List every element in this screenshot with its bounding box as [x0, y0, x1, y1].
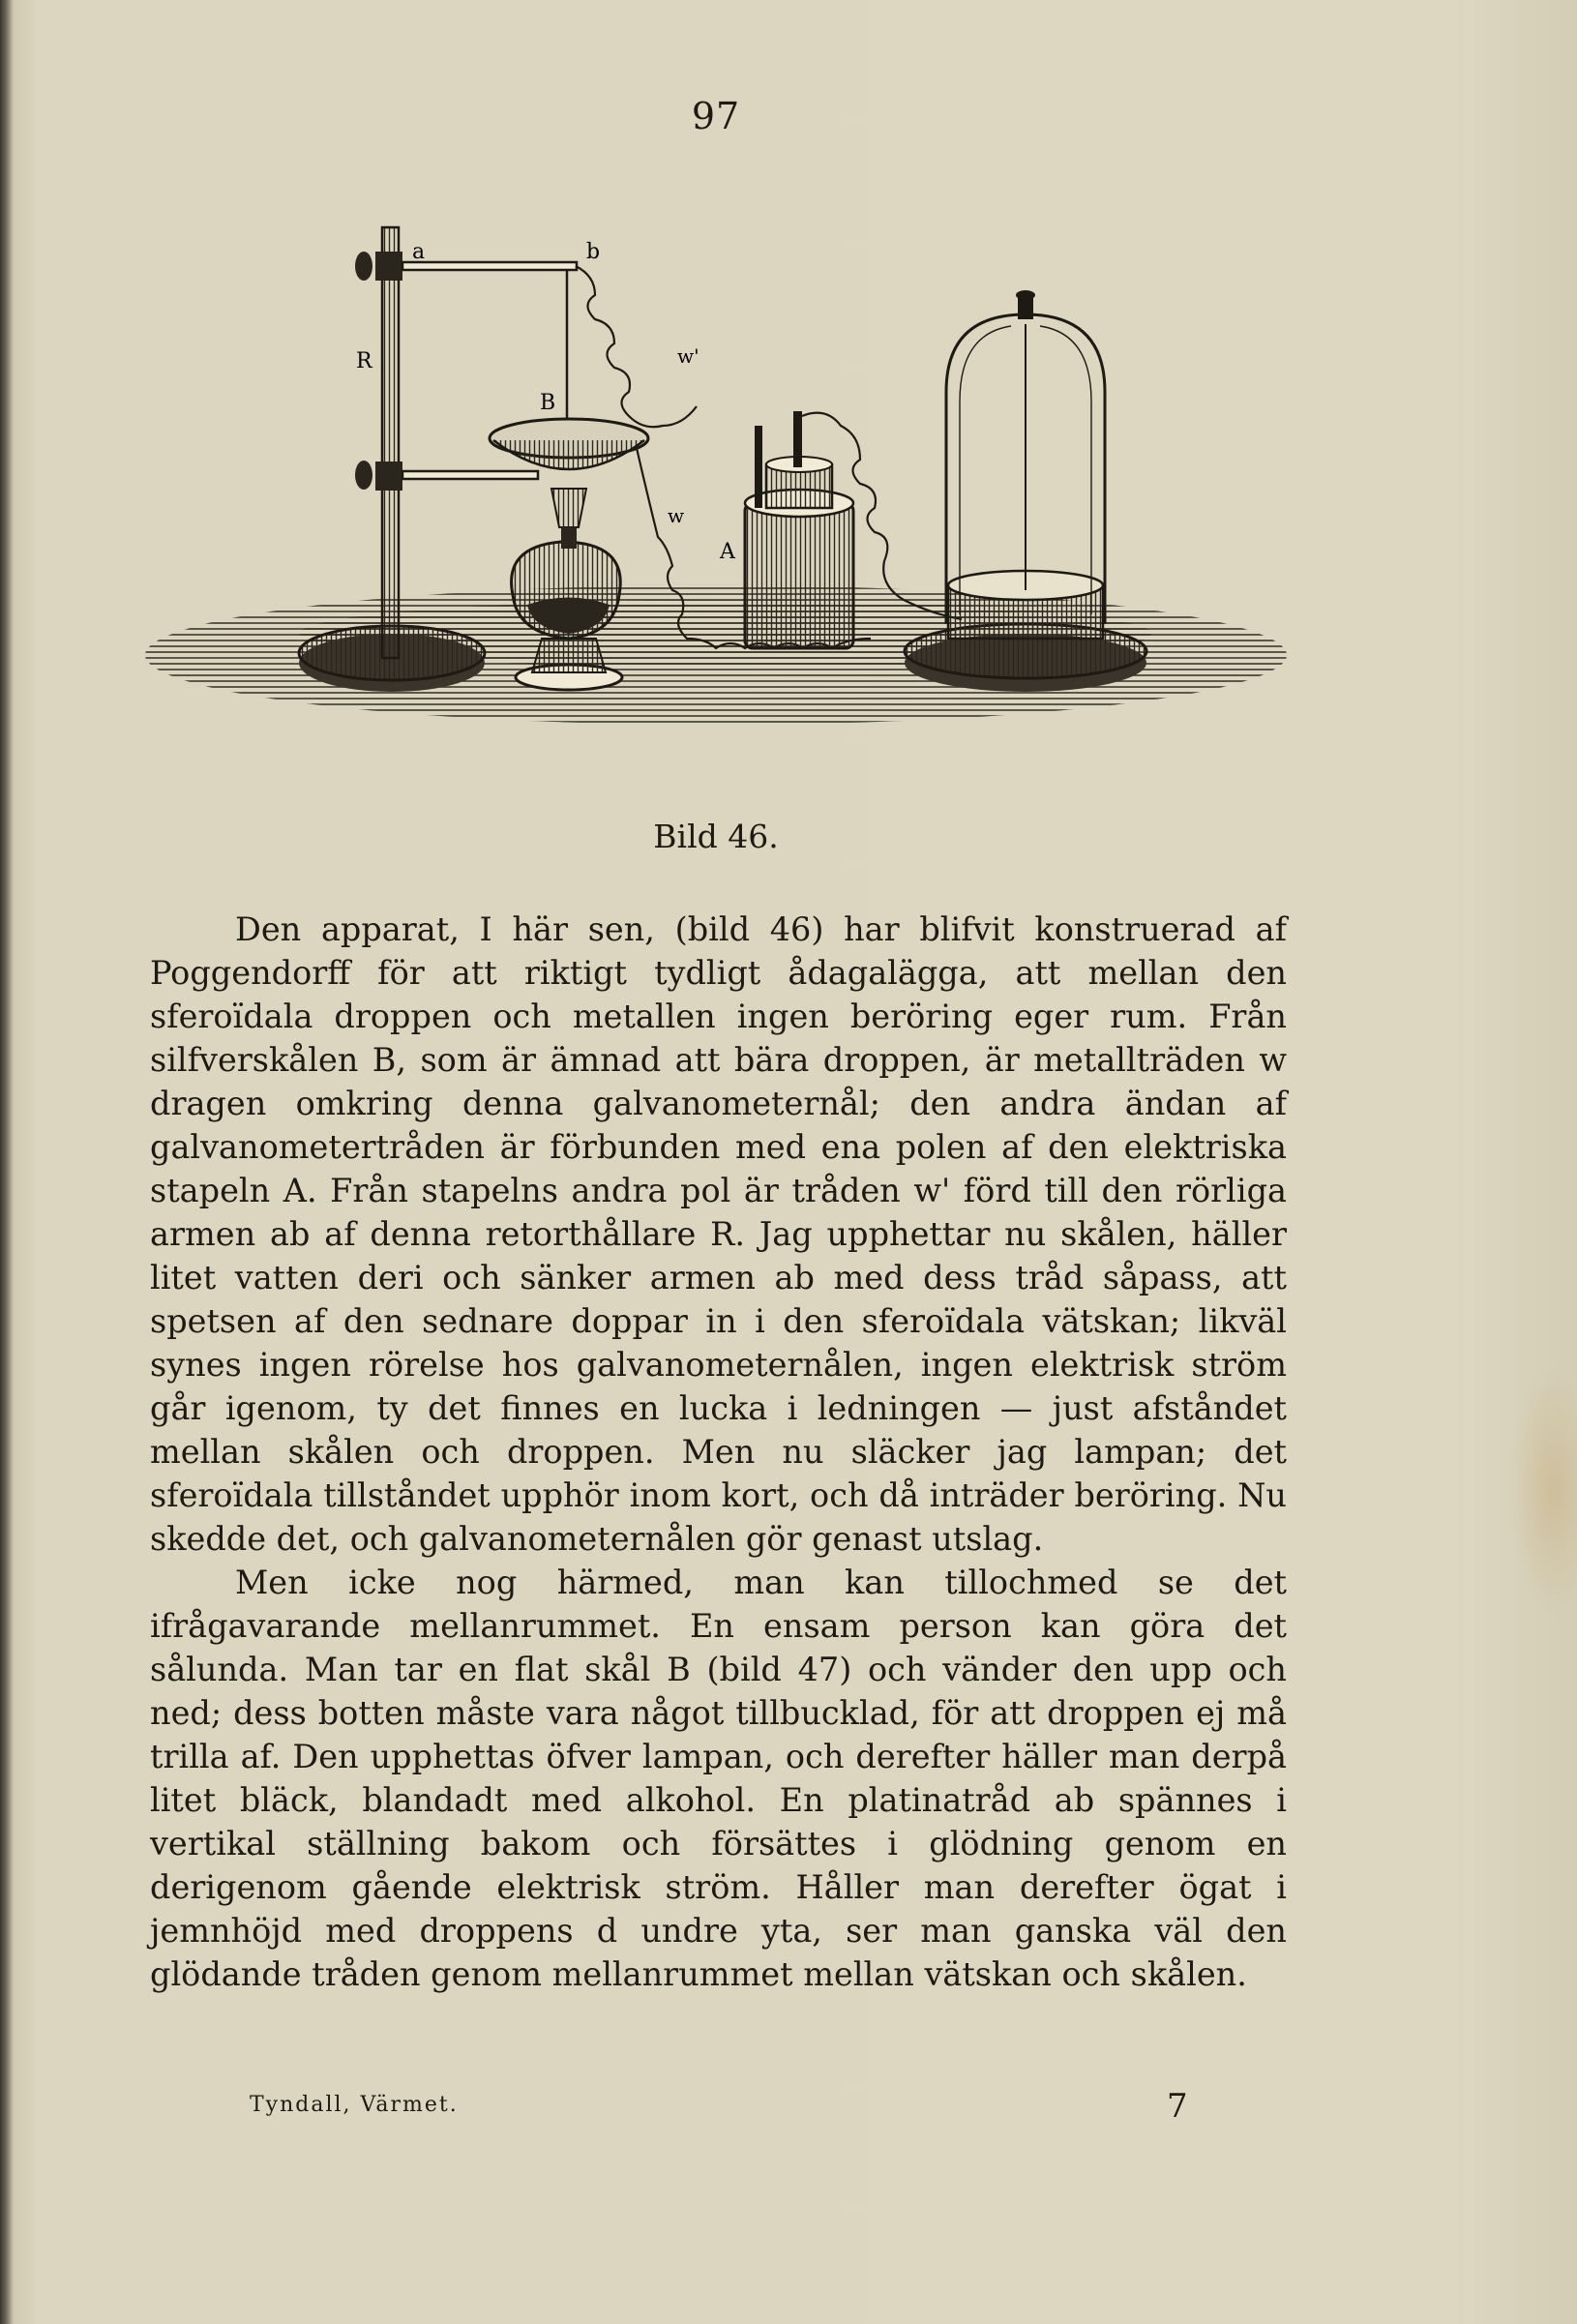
label-A: A: [720, 540, 735, 564]
figure-caption: Bild 46.: [653, 818, 779, 855]
label-B: B: [540, 391, 556, 415]
label-a: a: [412, 240, 426, 264]
upper-clamp: [375, 252, 402, 281]
body-text: [150, 908, 1287, 1996]
figure-46-apparatus-engraving: [135, 208, 1296, 808]
apparatus-illustration: [135, 208, 1296, 808]
paragraph-1: Den apparat, I här sen, (bild 46) har blifvit konstruerad af Poggendorff för att riktigt tydligt ådagalägga, att mellan den sferoïdala droppen och metallen ingen beröring eger rum. Från silfverskålen B, som är ämnad att bära droppen, är metallträden w dragen omkring denna galvanometernål; den andra ändan af galvanometertråden är förbunden med ena polen af den elektriska stapeln A. Från stapelns andra pol är tråden w' förd till den rörliga armen ab af denna retorthållare R. Jag upphettar nu skålen, häller litet vatten deri och sänker armen ab med dess tråd såpass, att spetsen af den sednare doppar in i den sferoïdala vätskan; likväl synes ingen rörelse hos galvanometernålen, ingen elektrisk ström går igenom, ty det finnes en lucka i ledningen — just afståndet mellan skålen och droppen. Men nu släcker jag lampan; det sferoïdala tillståndet upphör inom kort, och då inträder beröring. Nu skedde det, och galvanometernålen gör genast utslag.: [150, 910, 1287, 1558]
page-number: 97: [691, 95, 741, 137]
battery-A: [745, 503, 853, 648]
label-R: R: [356, 349, 372, 373]
lower-clamp: [375, 462, 402, 491]
stand-rod: [382, 227, 399, 658]
arm-ab: [402, 262, 577, 270]
footer-signature: Tyndall, Värmet.: [250, 2093, 459, 2117]
label-b: b: [586, 240, 601, 264]
paper-stain: [1509, 1364, 1577, 1616]
footer-sheet-number: 7: [1167, 2087, 1188, 2126]
label-w-prime: w': [677, 344, 699, 368]
label-w: w: [668, 504, 685, 527]
paragraph-2: Men icke nog härmed, man kan tillochmed se det ifrågavarande mellanrummet. En ensam person kan göra det sålunda. Man tar en flat skål B (bild 47) och vänder den upp och ned; dess botten måste vara något tillbucklad, för att droppen ej må trilla af. Den upphettas öfver lampan, och derefter häller man derpå litet bläck, blandadt med alkohol. En platinatråd ab spännes i vertikal ställning bakom och försättes i glödning genom en derigenom gående elektrisk ström. Håller man derefter ögat i jemnhöjd med droppens d undre yta, ser man ganska väl den glödande tråden genom mellanrummet mellan vätskan och skålen.: [150, 1564, 1287, 1993]
